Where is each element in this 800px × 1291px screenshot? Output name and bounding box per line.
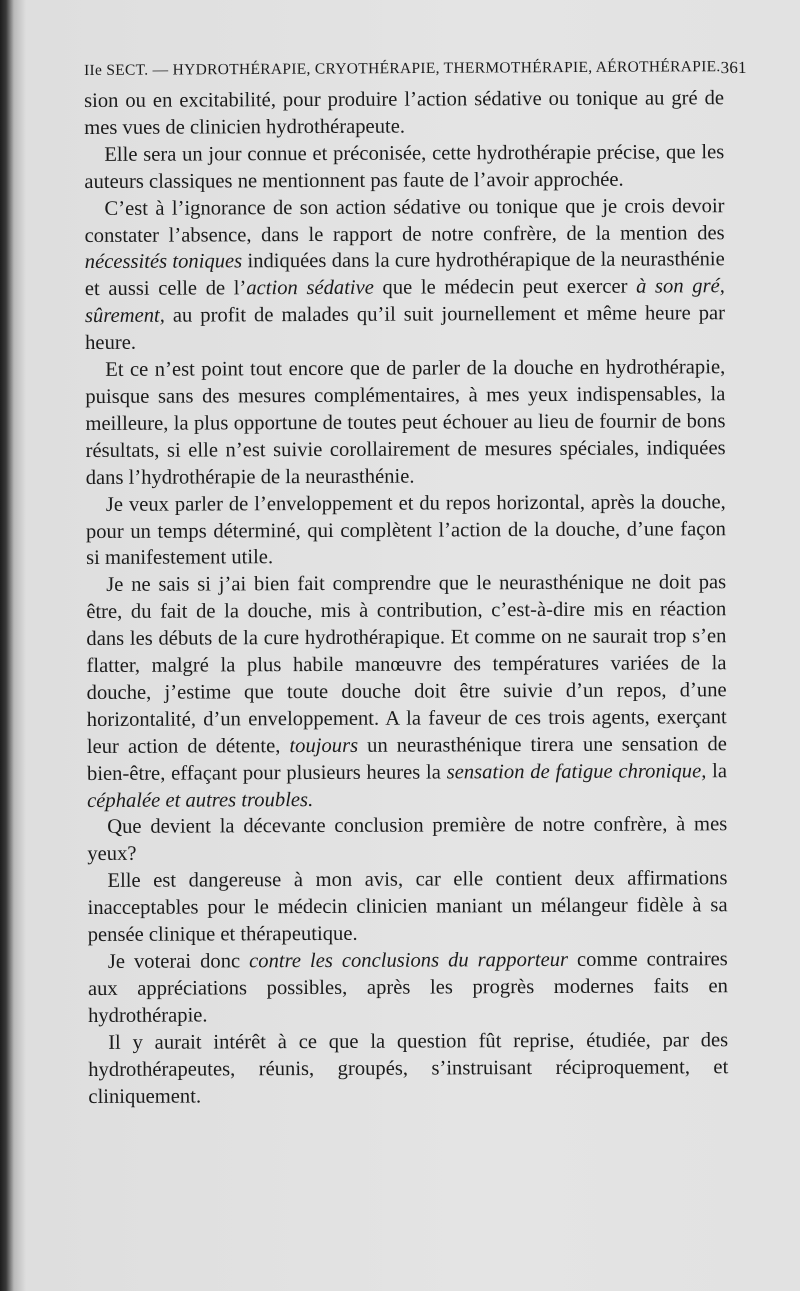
paragraph-9: Je voterai donc contre les conclusions du rapporteur comme contraires aux appréciations possibles, après les progrès modernes faits en hydrothérapie. <box>87 948 728 1027</box>
paragraph-3: C’est à l’ignorance de son action sédative ou tonique que je crois devoir constater l’absence, dans le rapport de notre confrère, de la mention des nécessités toniques indiquées dans la cure hydrothérapique de la neurasthénie et aussi celle de l’action sédative que le médecin peut exercer à son gré, sûrement, au profit de malades qu’il suit journellement et même heure par heure. <box>84 194 726 355</box>
emphasis: céphalée et autres troubles. <box>87 788 314 812</box>
paragraph-10: Il y aurait intérêt à ce que la question fût reprise, étudiée, par des hydrothérapeutes, réunis, groupés, s’instruisant réciproquement, et cliniquement. <box>88 1028 729 1108</box>
emphasis: toujours <box>289 734 359 757</box>
running-header <box>84 57 747 82</box>
paragraph-4: Et ce n’est point tout encore que de parler de la douche en hydrothérapie, puisque sans des mesures complémentaires, à mes yeux indispensables, la meilleure, la plus opportune de toutes peut échouer au lieu de fournir de bons résultats, si elle n’est suivie corollairement de mesures spéciales, indiquées dans l’hydrothérapie de la neurasthénie. <box>85 356 726 489</box>
paragraph-7: Que devient la décevante conclusion première de notre confrère, à mes yeux? <box>87 813 728 866</box>
section-title: IIe SECT. — HYDROTHÉRAPIE, CRYOTHÉRAPIE, THERMOTHÉRAPIE, AÉROTHÉRAPIE. <box>84 58 721 79</box>
paragraph-1: sion ou en excitabilité, pour produire l’action sédative ou tonique au gré de mes vues de clinicien hydrothérapeute. <box>84 87 725 139</box>
emphasis: nécessités toniques <box>84 250 243 274</box>
paragraph-8: Elle est dangereuse à mon avis, car elle contient deux affirmations inacceptables pour le médecin clinicien maniant un mélangeur fidèle à sa pensée clinique et thérapeutique. <box>87 867 728 947</box>
emphasis: action sédative <box>246 277 374 300</box>
emphasis: contre les conclusions du rapporteur <box>249 948 569 973</box>
emphasis: sensation de fatigue chronique, <box>446 759 707 784</box>
page-number: 361 <box>720 57 747 78</box>
emphasis: à son gré, sûrement, <box>84 275 725 328</box>
paragraph-6: Je ne sais si j’ai bien fait comprendre que le neurasthénique ne doit pas être, du fait de la douche, mis à contribution, c’est-à-dire mis en réaction dans les débuts de la cure hydrothérapique. Et comme on ne saurait trop s’en flatter, malgré la plus habile manœuvre des températures variées de la douche, j’estime que toute douche doit être suivie d’un repos, d’une horizontalité, d’un enveloppement. A la faveur de ces trois agents, exerçant leur action de détente, toujours un neurasthénique tirera une sensation de bien-être, effaçant pour plusieurs heures la sensation de fatigue chronique, la céphalée et autres troubles. <box>86 571 728 812</box>
paragraph-5: Je veux parler de l’enveloppement et du repos horizontal, après la douche, pour un temps déterminé, qui complètent l’action de la douche, d’une façon si manifestement utile. <box>85 490 726 570</box>
page-body <box>84 85 728 1110</box>
paragraph-2: Elle sera un jour connue et préconisée, cette hydrothérapie précise, que les auteurs classiques ne mentionnent pas faute de l’avoir approchée. <box>84 141 725 193</box>
book-page <box>84 57 747 1110</box>
